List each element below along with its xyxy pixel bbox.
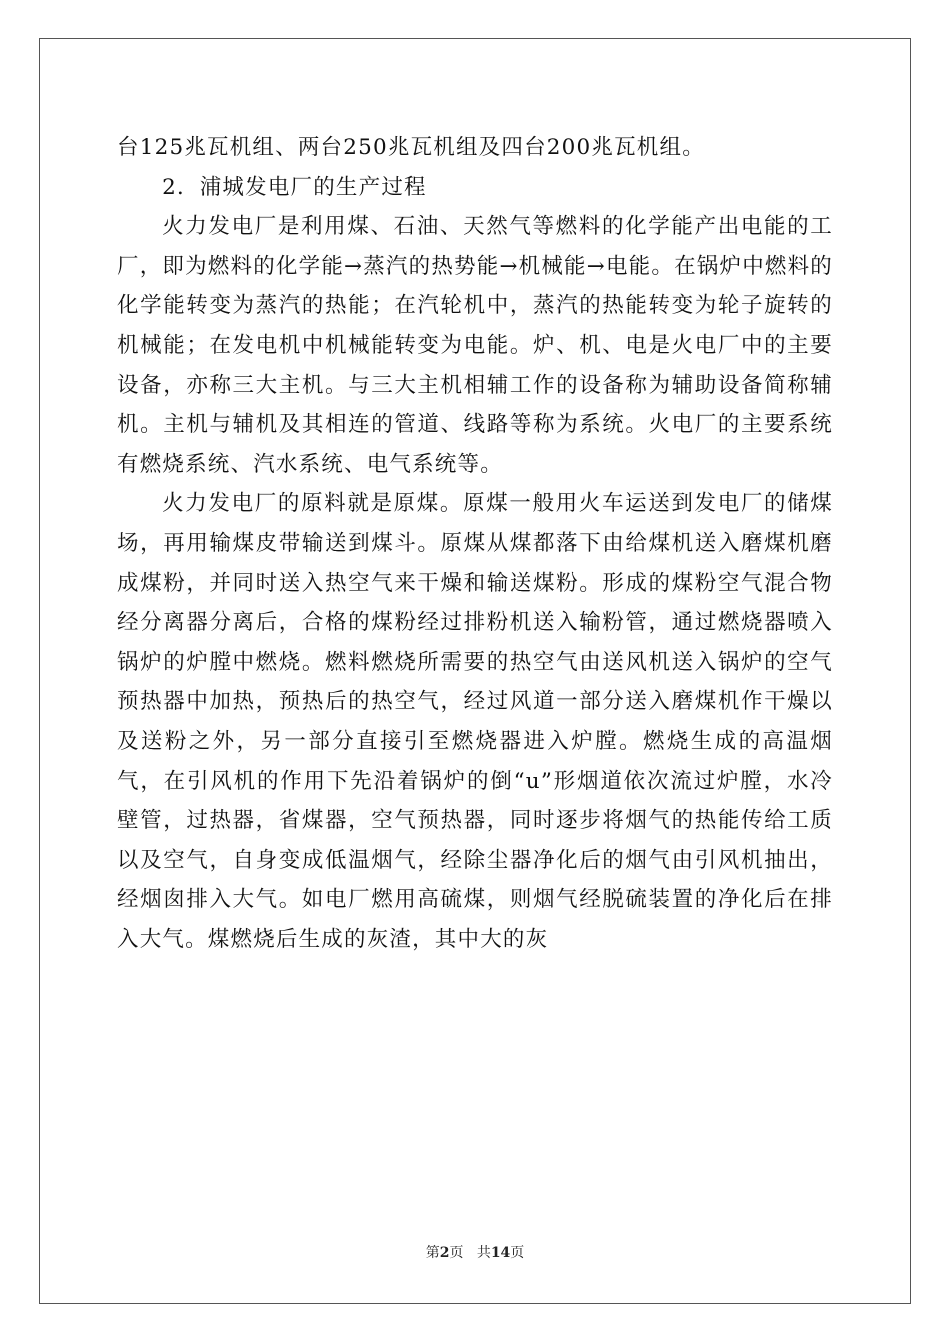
total-suffix: 页 (510, 1245, 525, 1261)
page-suffix: 页 (449, 1245, 464, 1261)
page-footer (0, 1242, 950, 1262)
total-prefix: 共 (476, 1245, 491, 1261)
page-total: 14 (490, 1245, 511, 1261)
page-current: 2 (439, 1245, 450, 1261)
paragraph-continuation: 台125兆瓦机组、两台250兆瓦机组及四台200兆瓦机组。 (117, 135, 705, 160)
page-prefix: 第 (425, 1245, 440, 1261)
document-body (117, 128, 833, 959)
section-heading: 2．浦城发电厂的生产过程 (162, 174, 427, 200)
paragraph-coal-process: 火力发电厂的原料就是原煤。原煤一般用火车运送到发电厂的储煤场，再用输煤皮带输送到煤斗。原煤从煤都落下由给煤机送入磨煤机磨成煤粉，并同时送入热空气来干燥和输送煤粉。形成的煤粉空气混合物经分离器分离后，合格的煤粉经过排粉机送入输粉管，通过燃烧器喷入锅炉的炉膛中燃烧。燃料燃烧所需要的热空气由送风机送入锅炉的空气预热器中加热，预热后的热空气，经过风道一部分送入磨煤机作干燥以及送粉之外，另一部分直接引至燃烧器进入炉膛。燃烧生成的高温烟气，在引风机的作用下先沿着锅炉的倒“u”形烟道依次流过炉膛，水冷壁管，过热器，省煤器，空气预热器，同时逐步将烟气的热能传给工质以及空气，自身变成低温烟气，经除尘器净化后的烟气由引风机抽出，经烟囱排入大气。如电厂燃用高硫煤，则烟气经脱硫装置的净化后在排入大气。煤燃烧后生成的灰渣，其中大的灰 (117, 491, 833, 952)
paragraph-power-plant-overview: 火力发电厂是利用煤、石油、天然气等燃料的化学能产出电能的工厂，即为燃料的化学能→蒸汽的热势能→机械能→电能。在锅炉中燃料的化学能转变为蒸汽的热能；在汽轮机中，蒸汽的热能转变为轮子旋转的机械能；在发电机中机械能转变为电能。炉、机、电是火电厂中的主要设备，亦称三大主机。与三大主机相辅工作的设备称为辅助设备简称辅机。主机与辅机及其相连的管道、线路等称为系统。火电厂的主要系统有燃烧系统、汽水系统、电气系统等。 (117, 214, 833, 477)
